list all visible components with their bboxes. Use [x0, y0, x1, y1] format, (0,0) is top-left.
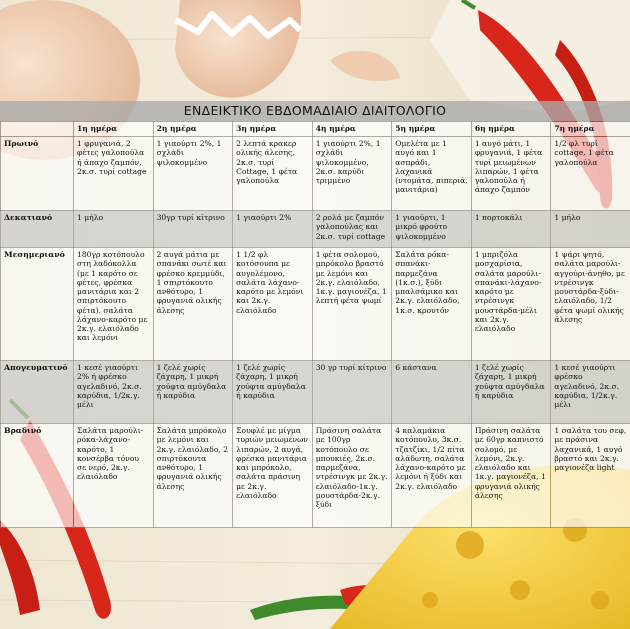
meal-cell: 1 μπριζόλα μοσχαρίσια, σαλάτα μαρούλι-σπανάκι-λάχανο-καρότο με ντρέσινγκ μουστάρδα-μέλι και 2κ.γ. ελαιόλαδο [471, 248, 551, 361]
meal-cell: 1 μήλο [74, 211, 154, 248]
meal-cell: 2 ρολά με ζαμπόν γαλοπούλας και 2κ.σ. τυρί cottage [312, 211, 392, 248]
page-title: ΕΝΔΕΙΚΤΙΚΟ ΕΒΔΟΜΑΔΙΑΙΟ ΔΙΑΙΤΟΛΟΓΙΟ [0, 101, 630, 121]
meal-cell: 1 ζελέ χωρίς ζάχαρη, 1 μικρή χούφτα αμύγδαλα ή καρύδια [153, 361, 233, 424]
meal-cell: 1 ψάρι ψητό, σαλάτα μαρούλι-αγγούρι-άνηθο, με ντρέσινγκ μουστάρδα-ξύδι-ελαιόλαδο, 1/2 φέτα ψωμί ολικής άλεσης [551, 248, 630, 361]
meal-cell: 1 γιαούρτι, 1 μικρό φρούτο ψιλοκομμένο [392, 211, 472, 248]
meal-cell: 1 ζελέ χωρίς ζάχαρη, 1 μικρή χούφτα αμύγδαλα ή καρύδια [233, 361, 313, 424]
meal-cell: 1 αυγό μάτι, 1 φρυγανιά, 1 φέτα τυρί μειωμένων λιπαρών, 1 φέτα γαλοπούλα ή άπαχο ζαμπόν [471, 137, 551, 211]
meal-cell: 1 γιαούρτι 2% [233, 211, 313, 248]
day-header: 3η ημέρα [233, 122, 313, 137]
meal-cell: Πράσινη σαλάτα με 60γρ καπνιστό σολομό, με λεμόνι, 2κ.γ. ελαιόλαδο και 1κ.γ. μαγιονέζα, 1 φρυγανιά ολικής άλεσης [471, 424, 551, 528]
day-header: 2η ημέρα [153, 122, 233, 137]
meal-cell: 1 γιαούρτι 2%, 1 σχλάδι ψιλοκομμένο, 2κ.σ. καρύδι τριμμένο [312, 137, 392, 211]
meal-label: Δεκατιανό [1, 211, 74, 248]
meal-cell: Ομελέτα με 1 αυγό και 1 ασπράδι, λαχανικά (ντομάτα, πιπεριά, μανιτάρια) [392, 137, 472, 211]
meal-cell: 4 καλαμάκια κοτόπουλο, 3κ.σ. τζατζίκι, 1/2 πίτα αλάδωτη, σαλάτα λάχανο-καρότο με λεμόνι ή ξύδι και 2κ.γ. ελαιόλαδο [392, 424, 472, 528]
day-header: 4η ημέρα [312, 122, 392, 137]
day-header: 1η ημέρα [74, 122, 154, 137]
meal-cell: 1 1/2 φλ κοτόσουπα με αυγολέμονο, σαλάτα λάχανο-καρότο με λεμόνι και 2κ.γ. ελαιόλαδο [233, 248, 313, 361]
header-row [1, 122, 630, 137]
meal-label: Απογευματινό [1, 361, 74, 424]
meal-row-snack-afternoon [1, 361, 630, 424]
meal-label: Μεσημεριανό [1, 248, 74, 361]
meal-row-snack-morning [1, 211, 630, 248]
meal-cell: 30γρ τυρί κίτρινο [153, 211, 233, 248]
day-header: 6η ημέρα [471, 122, 551, 137]
meal-cell: 6 κάστανα [392, 361, 472, 424]
meal-cell: 180γρ κοτόπουλο στη λαδόκολλα (με 1 καρότο σε φέτες, φρέσκα μανιτάρια και 2 σπιρτόκουτο φέτα), σαλάτα λάχανο-καρότο με 2κ.γ. ελαιόλαδο και λεμόνι [74, 248, 154, 361]
meal-cell: Σαλάτα μαρούλι-ρόκα-λάχανο-καρότο, 1 κονσέρβα τόνου σε νερό, 2κ.γ. ελαιόλαδο [74, 424, 154, 528]
meal-cell: 1 φρυγανιά, 2 φέτες γαλοπούλα ή άπαχο ζαμπόν, 2κ.σ. τυρί cottage [74, 137, 154, 211]
meal-cell: 1 κεσέ γιαούρτι φρέσκο αγελαδινό, 2κ.σ. καρύδια, 1/2κ.γ. μέλι [551, 361, 630, 424]
corner-cell [1, 122, 74, 137]
meal-row-dinner [1, 424, 630, 528]
meal-cell: Πράσινη σαλάτα με 100γρ κοτόπουλο σε μπουκιές, 2κ.σ. παρμεζάνα, ντρέσινγκ με 2κ.γ. ελαιόλαδο-1κ.γ. μουστάρδα-2κ.γ. ξύδι [312, 424, 392, 528]
meal-cell: Σουφλέ με μίγμα τυριών μειωμένων λιπαρών, 2 αυγά, φρέσκα μανιτάρια και μπρόκολο, σαλάτα πράσινη με 2κ.γ. ελαιόλαδο [233, 424, 313, 528]
meal-cell: 30 γρ τυρί κίτρινο [312, 361, 392, 424]
meal-cell: 1 γιαούρτι 2%, 1 σχλάδι ψιλοκομμένο [153, 137, 233, 211]
day-header: 7η ημέρα [551, 122, 630, 137]
meal-label: Πρωινό [1, 137, 74, 211]
meal-row-breakfast [1, 137, 630, 211]
meal-cell: 2 λεπτά κρακερ ολικής άλεσης, 2κ.σ. τυρί Cottage, 1 φέτα γαλοπούλα [233, 137, 313, 211]
meal-row-lunch [1, 248, 630, 361]
meal-cell: 1 φέτα σολομού, μπρόκολο βραστό με λεμόνι και 2κ.γ. ελαιόλαδο, 1κ.γ. μαγιονέζα, 1 λεπτή φέτα ψωμί [312, 248, 392, 361]
meal-cell: Σαλάτα μπρόκολο με λεμόνι και 2κ.γ. ελαιόλαδο, 2 σπιρτόκουτα ανθότυρο, 1 φρυγανιά ολικής άλεσης [153, 424, 233, 528]
meal-cell: 2 αυγά μάτια με σπανάκι σωτέ και φρέσκο κρεμμύδι, 1 σπιρτόκουτο ανθότυρο, 1 φρυγανιά ολικής άλεσης [153, 248, 233, 361]
meal-cell: 1 πορτοκάλι [471, 211, 551, 248]
meal-cell: 1/2 φλ τυρί cottage, 1 φέτα γαλοπούλα [551, 137, 630, 211]
meal-cell: 1 κεσέ γιαούρτι 2% ή φρέσκο αγελαδινό, 2κ.σ. καρύδια, 1/2κ.γ. μέλι [74, 361, 154, 424]
meal-label: Βραδινό [1, 424, 74, 528]
meal-cell: 1 σαλάτα του σεφ, με πράσινα λαχανικά, 1 αυγό βραστό και 2κ.γ. μαγιονέζα light [551, 424, 630, 528]
diet-plan-table [0, 121, 630, 528]
meal-cell: Σαλάτα ρόκα-σπανάκι-παρμεζάνα (1κ.σ.), ξύδι μπαλσάμικο και 2κ.γ. ελαιόλαδο, 1κ.σ. κρουτόν [392, 248, 472, 361]
meal-cell: 1 μήλο [551, 211, 630, 248]
meal-cell: 1 ζελέ χωρίς ζάχαρη, 1 μικρή χούφτα αμύγδαλα ή καρύδια [471, 361, 551, 424]
day-header: 5η ημέρα [392, 122, 472, 137]
